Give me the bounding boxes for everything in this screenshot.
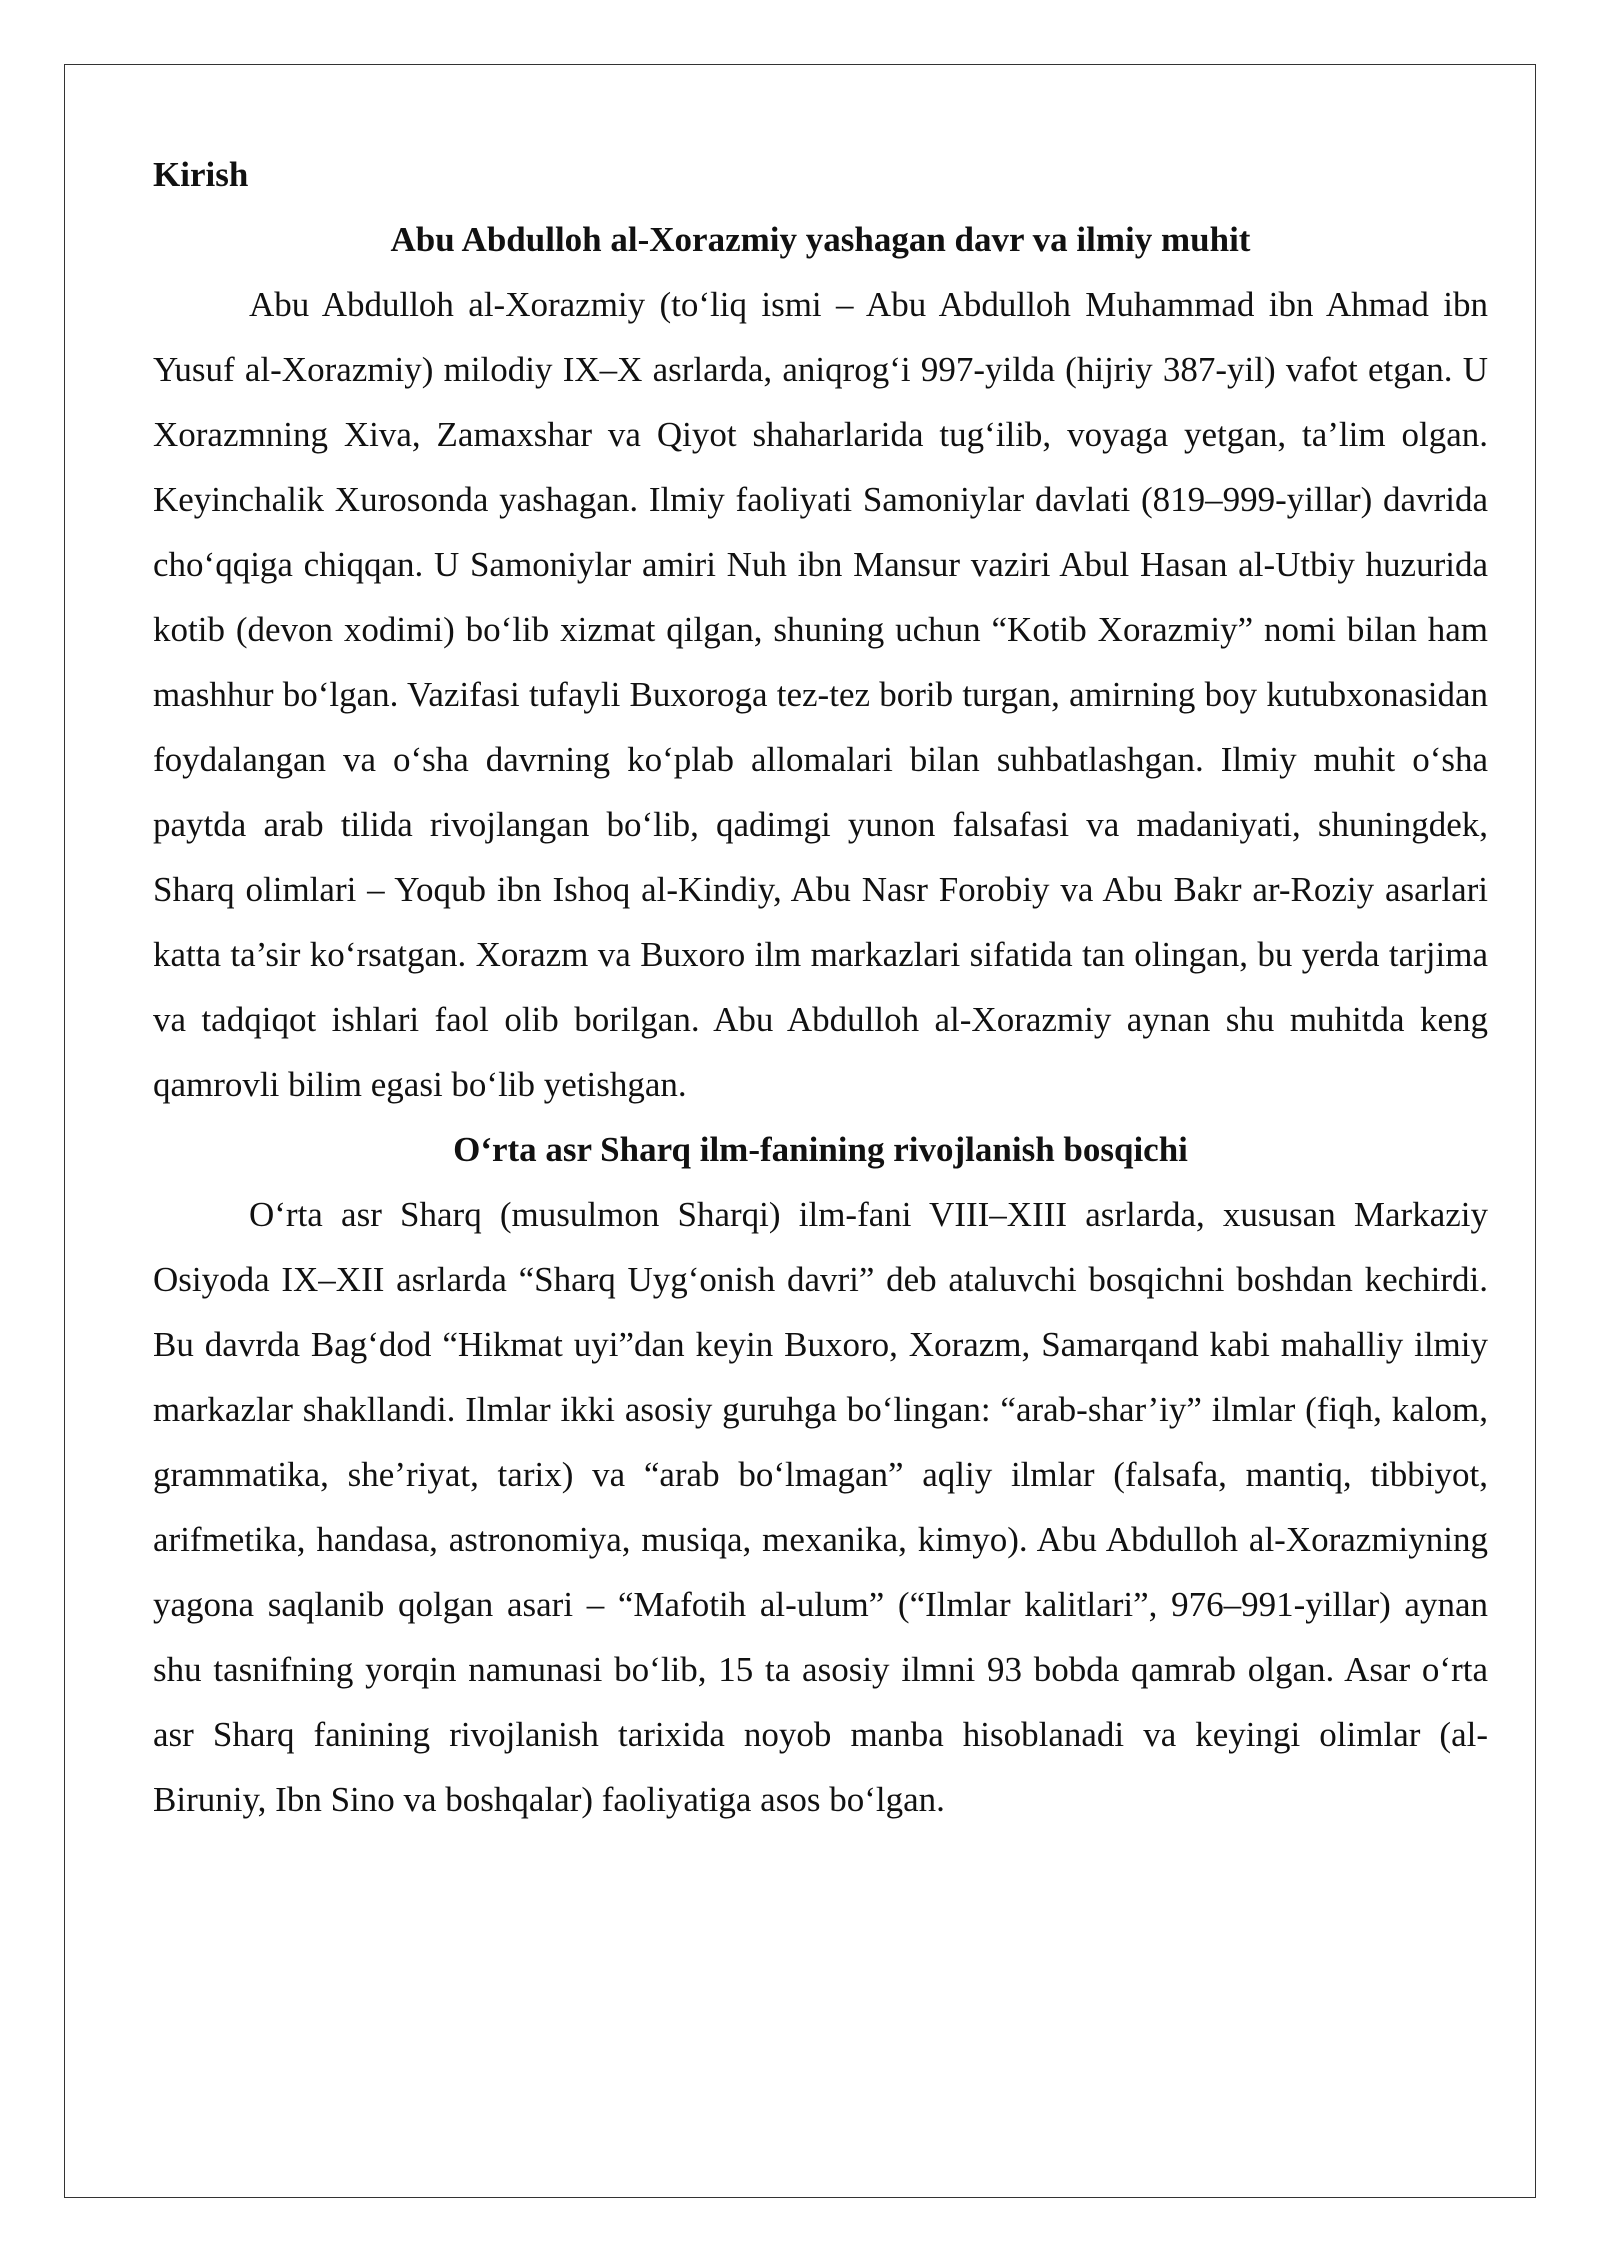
paragraph-era: Abu Abdulloh al-Xorazmiy (to‘liq ismi – Abu Abdulloh Muhammad ibn Ahmad ibn Yusuf al-Xorazmiy) milodiy IX–X asrlarda, aniqrog‘i 997-yilda (hijriy 387-yil) vafot etgan. U Xorazmning Xiva, Zamaxshar va Qiyot shaharlarida tug‘ilib, voyaga yetgan, ta’lim olgan. Keyinchalik Xurosonda yashagan. Ilmiy faoliyati Samoniylar davlati (819–999-yillar) davrida cho‘qqiga chiqqan. U Samoniylar amiri Nuh ibn Mansur vaziri Abul Hasan al-Utbiy huzurida kotib (devon xodimi) bo‘lib xizmat qilgan, shuning uchun “Kotib Xorazmiy” nomi bilan ham mashhur bo‘lgan. Vazifasi tufayli Buxoroga tez-tez borib turgan, amirning boy kutubxonasidan foydalangan va o‘sha davrning ko‘plab allomalari bilan suhbatlashgan. Ilmiy muhit o‘sha paytda arab tilida rivojlangan bo‘lib, qadimgi yunon falsafasi va madaniyati, shuningdek, Sharq olimlari – Yoqub ibn Ishoq al-Kindiy, Abu Nasr Forobiy va Abu Bakr ar-Roziy asarlari katta ta’sir ko‘rsatgan. Xorazm va Buxoro ilm markazlari sifatida tan olingan, bu yerda tarjima va tadqiqot ishlari faol olib borilgan. Abu Abdulloh al-Xorazmiy aynan shu muhitda keng qamrovli bilim egasi bo‘lib yetishgan. <box>153 285 1488 1104</box>
heading-era-and-scientific-environment: Abu Abdulloh al-Xorazmiy yashagan davr va ilmiy muhit <box>390 220 1251 259</box>
section-label: Kirish <box>153 155 249 194</box>
heading-development-stage: O‘rta asr Sharq ilm-fanining rivojlanish bosqichi <box>453 1130 1188 1169</box>
paragraph-development: O‘rta asr Sharq (musulmon Sharqi) ilm-fani VIII–XIII asrlarda, xususan Markaziy Osiyoda IX–XII asrlarda “Sharq Uyg‘onish davri” deb ataluvchi bosqichni boshdan kechirdi. Bu davrda Bag‘dod “Hikmat uyi”dan keyin Buxoro, Xorazm, Samarqand kabi mahalliy ilmiy markazlar shakllandi. Ilmlar ikki asosiy guruhga bo‘lingan: “arab-shar’iy” ilmlar (fiqh, kalom, grammatika, she’riyat, tarix) va “arab bo‘lmagan” aqliy ilmlar (falsafa, mantiq, tibbiyot, arifmetika, handasa, astronomiya, musiqa, mexanika, kimyo). Abu Abdulloh al-Xorazmiyning yagona saqlanib qolgan asari – “Mafotih al-ulum” (“Ilmlar kalitlari”, 976–991-yillar) aynan shu tasnifning yorqin namunasi bo‘lib, 15 ta asosiy ilmni 93 bobda qamrab olgan. Asar o‘rta asr Sharq fanining rivojlanish tarixida noyob manba hisoblanadi va keyingi olimlar (al-Biruniy, Ibn Sino va boshqalar) faoliyatiga asos bo‘lgan. <box>153 1195 1488 1819</box>
document-body <box>153 142 1488 1832</box>
